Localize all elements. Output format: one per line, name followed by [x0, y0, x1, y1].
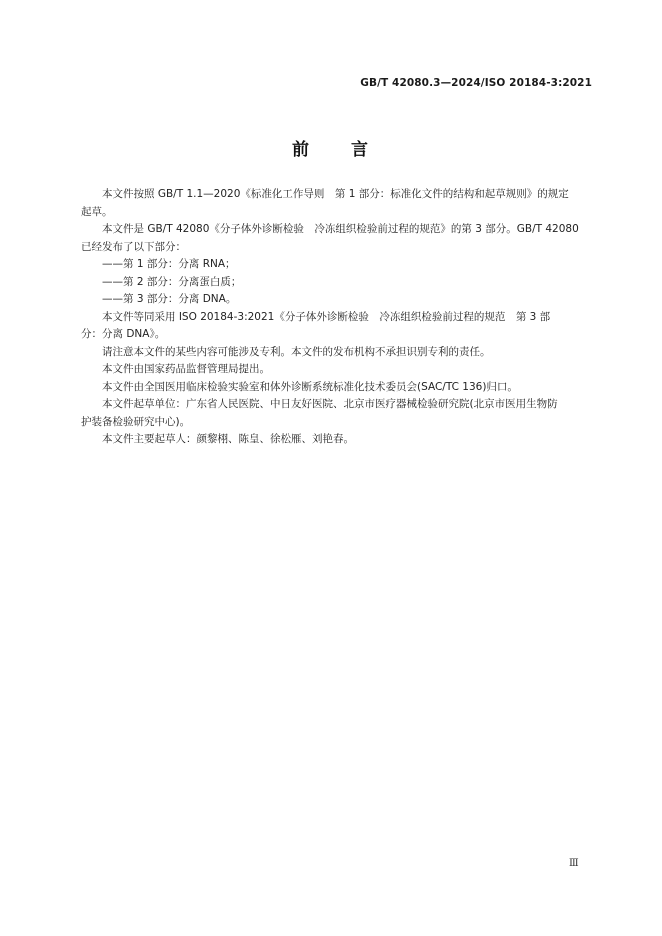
paragraph-line: 本文件起草单位：广东省人民医院、中日友好医院、北京市医疗器械检验研究院(北京市医用生物防	[102, 398, 558, 410]
list-item: ——第 1 部分：分离 RNA；	[102, 258, 236, 270]
foreword-body	[81, 186, 593, 449]
page-number: Ⅲ	[569, 858, 579, 869]
paragraph-line: 请注意本文件的某些内容可能涉及专利。本文件的发布机构不承担识别专利的责任。	[102, 345, 491, 358]
paragraph-line: 本文件等同采用 ISO 20184-3:2021《分子体外诊断检验 冷冻组织检验前过程的规范 第 3 部	[102, 310, 551, 323]
standard-code: GB/T 42080.3—2024/ISO 20184-3:2021	[360, 77, 592, 89]
paragraph-line: 本文件按照 GB/T 1.1—2020《标准化工作导则 第 1 部分：标准化文件的结构和起草规则》的规定	[102, 188, 569, 200]
paragraph-line: 分：分离 DNA》。	[81, 328, 166, 340]
paragraph-line: 本文件由国家药品监督管理局提出。	[102, 363, 270, 375]
list-item: ——第 3 部分：分离 DNA。	[102, 293, 237, 305]
paragraph-line: 本文件由全国医用临床检验实验室和体外诊断系统标准化技术委员会(SAC/TC 136)归口。	[102, 380, 518, 393]
paragraph-line: 起草。	[81, 205, 113, 218]
title-char-2: 言	[351, 140, 370, 160]
paragraph-line: 本文件是 GB/T 42080《分子体外诊断检验 冷冻组织检验前过程的规范》的第 3 部分。GB/T 42080	[102, 223, 579, 235]
list-item: ——第 2 部分：分离蛋白质；	[102, 275, 242, 288]
page-title	[0, 135, 662, 160]
paragraph-line: 护装备检验研究中心)。	[81, 415, 191, 428]
paragraph-line: 已经发布了以下部分：	[81, 240, 186, 253]
paragraph-line: 本文件主要起草人：颜黎栩、陈皇、徐松雁、刘艳春。	[102, 433, 354, 445]
title-char-1: 前	[292, 140, 311, 160]
